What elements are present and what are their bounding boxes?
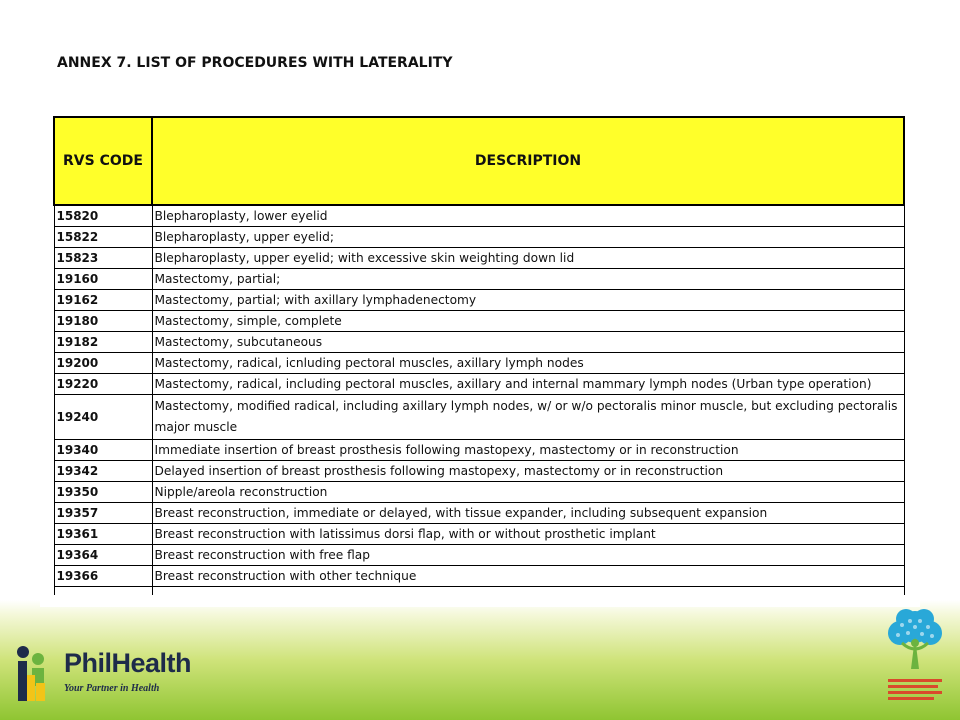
rvs-code-cell bbox=[54, 587, 152, 596]
table-header-row bbox=[54, 117, 904, 205]
description-cell: Mastectomy, radical, icnluding pectoral muscles, axillary lymph nodes bbox=[152, 353, 904, 374]
rvs-code-cell: 19220 bbox=[54, 374, 152, 395]
rvs-code-cell: 19160 bbox=[54, 269, 152, 290]
rvs-code-cell: 19240 bbox=[54, 395, 152, 440]
table-row bbox=[54, 290, 904, 311]
rvs-code-cell: 15823 bbox=[54, 248, 152, 269]
rvs-code-header: RVS CODE bbox=[54, 117, 152, 205]
table-row bbox=[54, 395, 904, 440]
table-row bbox=[54, 440, 904, 461]
table-row bbox=[54, 311, 904, 332]
description-cell: Blepharoplasty, upper eyelid; with excessive skin weighting down lid bbox=[152, 248, 904, 269]
table-row bbox=[54, 332, 904, 353]
description-cell: Mastectomy, simple, complete bbox=[152, 311, 904, 332]
table-row bbox=[54, 269, 904, 290]
rvs-code-cell: 19340 bbox=[54, 440, 152, 461]
description-cell: Mastectomy, subcutaneous bbox=[152, 332, 904, 353]
table-row bbox=[54, 227, 904, 248]
philhealth-mark-icon bbox=[14, 645, 60, 705]
table-row bbox=[54, 545, 904, 566]
rvs-code-cell: 19182 bbox=[54, 332, 152, 353]
description-cell: Blepharoplasty, lower eyelid bbox=[152, 205, 904, 227]
description-cell: Blepharoplasty, upper eyelid; bbox=[152, 227, 904, 248]
description-cell: Mastectomy, partial; with axillary lymphadenectomy bbox=[152, 290, 904, 311]
description-cell: Breast reconstruction, immediate or delayed, with tissue expander, including subsequent expansion bbox=[152, 503, 904, 524]
rvs-code-cell: 15820 bbox=[54, 205, 152, 227]
description-cell: Immediate insertion of breast prosthesis following mastopexy, mastectomy or in reconstruction bbox=[152, 440, 904, 461]
table-row bbox=[54, 353, 904, 374]
description-cell: Nipple/areola reconstruction bbox=[152, 482, 904, 503]
description-header: DESCRIPTION bbox=[152, 117, 904, 205]
table-sheet bbox=[40, 113, 920, 607]
table-row bbox=[54, 566, 904, 587]
logo-text: PhilHealth bbox=[64, 648, 192, 678]
description-cell: Breast reconstruction with other technique bbox=[152, 566, 904, 587]
rvs-code-cell: 19162 bbox=[54, 290, 152, 311]
table-row-partial bbox=[54, 587, 904, 596]
table-row bbox=[54, 503, 904, 524]
rvs-code-cell: 19350 bbox=[54, 482, 152, 503]
description-cell: Mastectomy, partial; bbox=[152, 269, 904, 290]
description-cell: Breast reconstruction with free flap bbox=[152, 545, 904, 566]
table-row bbox=[54, 524, 904, 545]
rvs-code-cell: 19342 bbox=[54, 461, 152, 482]
description-cell: Mastectomy, radical, including pectoral muscles, axillary and internal mammary lymph nodes (Urban type operation) bbox=[152, 374, 904, 395]
table-row bbox=[54, 482, 904, 503]
rvs-code-cell: 19361 bbox=[54, 524, 152, 545]
philhealth-logo bbox=[14, 645, 214, 705]
rvs-code-cell: 19180 bbox=[54, 311, 152, 332]
procedures-table bbox=[53, 116, 905, 595]
description-cell: Mastectomy, modified radical, including axillary lymph nodes, w/ or w/o pectoralis minor muscle, but excluding pectoralis major muscle bbox=[152, 395, 904, 440]
logo-tagline: Your Partner in Health bbox=[64, 683, 160, 694]
rvs-code-cell: 15822 bbox=[54, 227, 152, 248]
description-cell: Breast reconstruction with latissimus dorsi flap, with or without prosthetic implant bbox=[152, 524, 904, 545]
rvs-code-cell: 19366 bbox=[54, 566, 152, 587]
rvs-code-cell: 19364 bbox=[54, 545, 152, 566]
table-row bbox=[54, 248, 904, 269]
rvs-code-cell: 19200 bbox=[54, 353, 152, 374]
table-row bbox=[54, 461, 904, 482]
table-row bbox=[54, 205, 904, 227]
description-cell: Delayed insertion of breast prosthesis following mastopexy, mastectomy or in reconstruction bbox=[152, 461, 904, 482]
table-row bbox=[54, 374, 904, 395]
description-cell bbox=[152, 587, 904, 596]
rvs-code-cell: 19357 bbox=[54, 503, 152, 524]
tree-of-life-emblem-icon bbox=[880, 607, 950, 717]
annex-title: ANNEX 7. LIST OF PROCEDURES WITH LATERALITY bbox=[57, 55, 453, 71]
